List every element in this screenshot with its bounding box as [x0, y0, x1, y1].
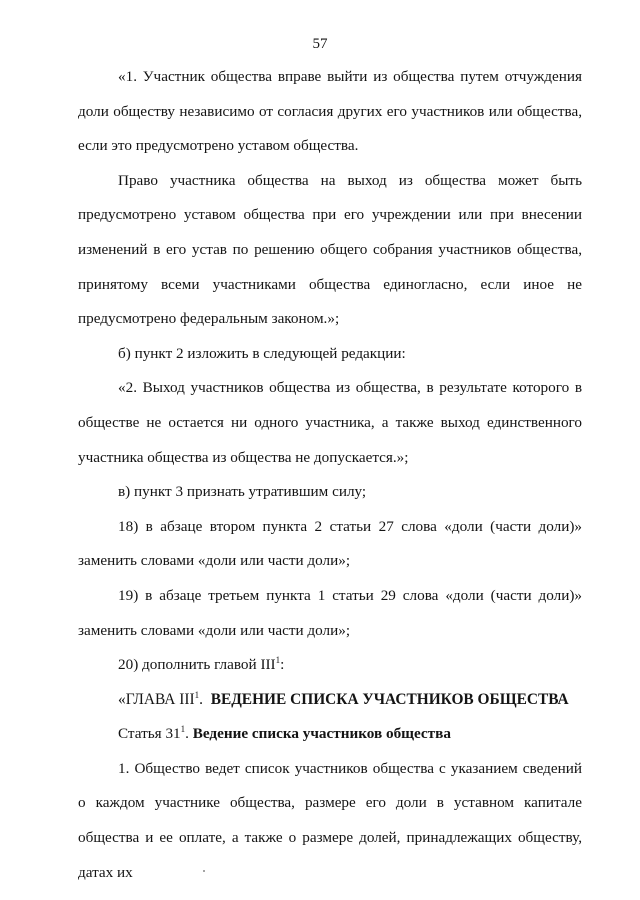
paragraph-clause-2: «2. Выход участников общества из общества, в результате которого в обществе не остается ни одного участника, а также выход единственного участника общества из общества не допускается.»;	[78, 379, 582, 466]
article-prefix: Статья 31	[118, 725, 181, 743]
paragraph-item-v: в) пункт 3 признать утратившим силу;	[118, 483, 367, 501]
item-20-suffix: :	[280, 656, 285, 674]
item-20-text: 20) дополнить главой III	[118, 656, 276, 674]
chapter-heading	[78, 683, 582, 718]
item-20-superscript: 1	[275, 655, 281, 666]
paragraph-item-20	[78, 648, 582, 683]
article-superscript: 1	[180, 724, 186, 735]
chapter-superscript: 1	[194, 689, 200, 700]
paragraph-item-19: 19) в абзаце третьем пункта 1 статьи 29 слова «доли (части доли)» заменить словами «доли или части доли»;	[78, 586, 582, 639]
page-number: 57	[312, 36, 328, 52]
paragraph-clause-1: «1. Участник общества вправе выйти из общества путем отчуждения доли обществу независимо от согласия других его участников или общества, если это предусмотрено уставом общества.	[78, 68, 582, 155]
paragraph-item-b: б) пункт 2 изложить в следующей редакции:	[118, 344, 406, 362]
chapter-prefix: «ГЛАВА III	[118, 690, 195, 708]
paragraph-item-18: 18) в абзаце втором пункта 2 статьи 27 слова «доли (части доли)» заменить словами «доли или части доли»;	[78, 517, 582, 570]
scan-speck	[203, 870, 205, 872]
paragraph-article-clause-1: 1. Общество ведет список участников общества с указанием сведений о каждом участнике общества, размере его доли в уставном капитале общества и ее оплате, а также о размере долей, принадлежащих обществу, датах их	[78, 759, 582, 881]
document-body	[78, 60, 582, 890]
chapter-dot: .	[199, 690, 203, 708]
chapter-title: ВЕДЕНИЕ СПИСКА УЧАСТНИКОВ ОБЩЕСТВА	[210, 690, 569, 708]
article-dot: .	[185, 725, 189, 743]
article-heading	[78, 717, 582, 752]
paragraph-exit-right: Право участника общества на выход из общества может быть предусмотрено уставом общества при его учреждении или при внесении изменений в его устав по решению общего собрания участников общества, принятому всеми участниками общества единогласно, если иное не предусмотрено федеральным законом.»;	[78, 171, 582, 328]
article-title: Ведение списка участников общества	[192, 725, 451, 743]
